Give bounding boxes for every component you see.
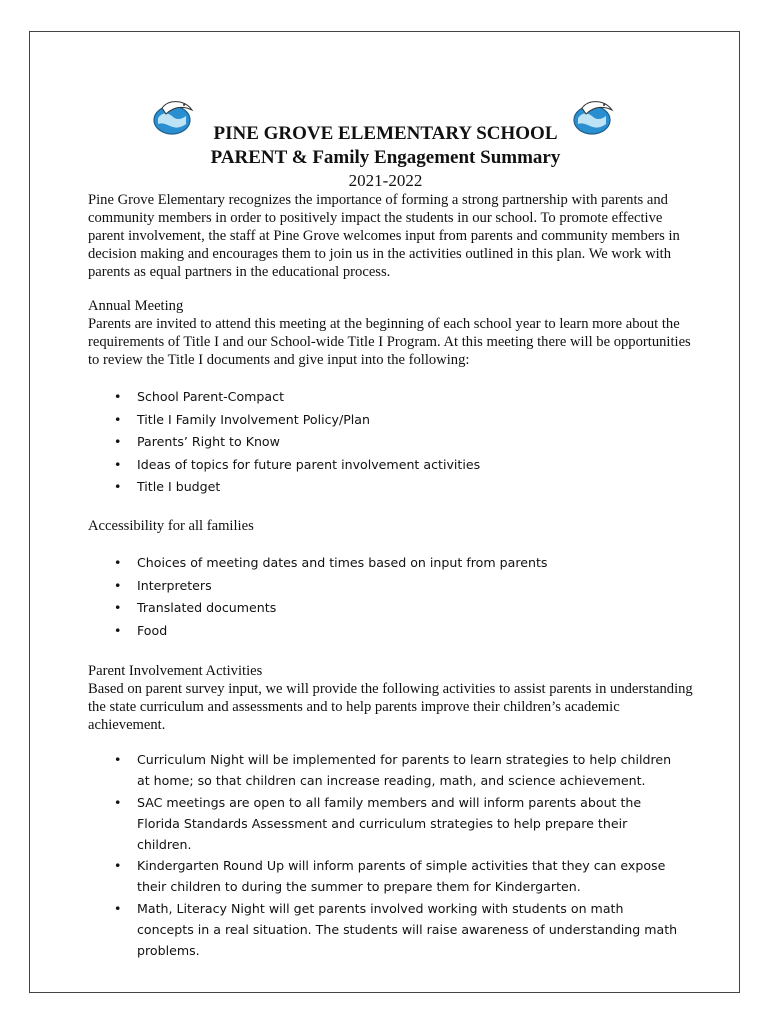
- list-item-text: Ideas of topics for future parent involvement activities: [137, 456, 481, 472]
- list-item-text: SAC meetings are open to all family members and will inform parents about the Florida Standards Assessment and curriculum strategies to help prepare their children.: [137, 794, 642, 852]
- list-item: [114, 621, 684, 644]
- list-item: [114, 477, 684, 500]
- bullet-icon: •: [114, 555, 122, 570]
- accessibility-list: [114, 553, 684, 643]
- activities-list: [114, 749, 684, 961]
- annual-meeting-text: Parents are invited to attend this meeting at the beginning of each school year to learn more about the requirements of Title I and our School-wide Title I Program. At this meeting there will be opportunities to review the Title I documents and give input into the following:: [88, 316, 691, 368]
- annual-meeting-heading: Annual Meeting: [88, 298, 184, 314]
- list-item-text: Math, Literacy Night will get parents involved working with students on math concepts in a real situation. The students will raise awareness of understanding math problems.: [137, 900, 678, 958]
- bullet-icon: •: [114, 434, 122, 450]
- list-item-text: Parents’ Right to Know: [137, 434, 280, 450]
- activities-heading: Parent Involvement Activities: [88, 663, 263, 679]
- bullet-icon: •: [114, 900, 122, 916]
- list-item-text: Title I budget: [137, 479, 221, 495]
- annual-meeting-list: [114, 387, 684, 500]
- bullet-icon: •: [114, 389, 122, 404]
- list-item-text: Title I Family Involvement Policy/Plan: [137, 411, 370, 427]
- school-year: 2021-2022: [348, 171, 423, 190]
- list-item: [114, 792, 684, 855]
- list-item: [114, 553, 684, 576]
- list-item-text: School Parent-Compact: [137, 389, 285, 404]
- list-item-text: Translated documents: [137, 600, 277, 616]
- bullet-icon: •: [114, 794, 122, 810]
- list-item: [114, 576, 684, 599]
- accessibility-heading: Accessibility for all families: [88, 518, 254, 534]
- list-item: [114, 387, 684, 410]
- list-item: [114, 855, 684, 897]
- summary-title: PARENT & Family Engagement Summary: [210, 147, 561, 168]
- list-item: [114, 432, 684, 455]
- list-item-text: Interpreters: [137, 577, 212, 593]
- list-item: [114, 598, 684, 621]
- school-name-title: PINE GROVE ELEMENTARY SCHOOL: [213, 123, 558, 144]
- bullet-icon: •: [114, 456, 122, 472]
- list-item: [114, 455, 684, 478]
- list-item-text: Curriculum Night will be implemented for parents to learn strategies to help children at home; so that children can increase reading, math, and science achievement.: [137, 752, 672, 788]
- bullet-icon: •: [114, 577, 122, 593]
- bullet-icon: •: [114, 858, 122, 873]
- intro-paragraph: Pine Grove Elementary recognizes the importance of forming a strong partnership with parents and community members in order to positively impact the students in our school. To promote effective parent involvement, the staff at Pine Grove welcomes input from parents and community members in decision making and encourages them to join us in the activities outlined in this plan. We work with parents as equal partners in the educational process.: [88, 192, 680, 280]
- bullet-icon: •: [114, 622, 122, 638]
- bullet-icon: •: [114, 752, 122, 767]
- activities-text: Based on parent survey input, we will provide the following activities to assist parents in understanding the state curriculum and assessments and to help parents improve their children’s academic achievement.: [88, 681, 693, 733]
- document-page: [29, 31, 740, 993]
- list-item-text: Choices of meeting dates and times based on input from parents: [137, 555, 548, 570]
- list-item-text: Kindergarten Round Up will inform parents of simple activities that they can expose their children to during the summer to prepare them for Kindergarten.: [137, 858, 666, 894]
- list-item: [114, 898, 684, 961]
- bullet-icon: •: [114, 600, 122, 616]
- list-item-text: Food: [137, 622, 168, 638]
- bullet-icon: •: [114, 411, 122, 427]
- list-item: [114, 749, 684, 791]
- bullet-icon: •: [114, 479, 122, 495]
- list-item: [114, 410, 684, 433]
